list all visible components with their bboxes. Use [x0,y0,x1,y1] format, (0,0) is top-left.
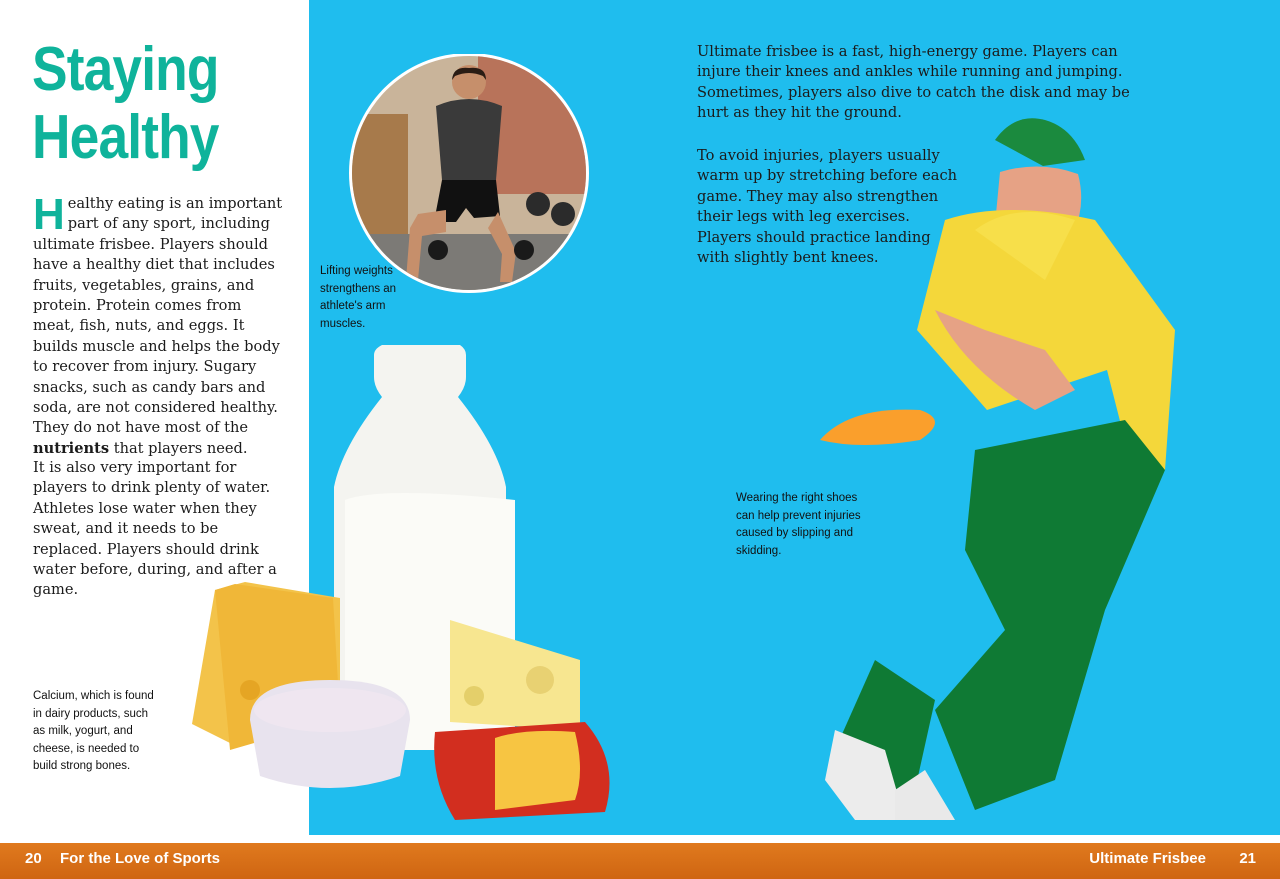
series-title: For the Love of Sports [60,850,221,867]
drop-cap: H [33,190,65,239]
right-page-number: 21 [1239,850,1256,867]
nutrition-text-part2: that players need. [109,439,248,457]
weights-caption: Lifting weights strengthens an athlete's arm muscles. [320,265,397,330]
title-line-1: Staying [32,35,219,104]
title-line-2: Healthy [32,103,219,172]
weightlifter-photo [348,54,590,296]
injury-risk-paragraph: Ultimate frisbee is a fast, high-energy game. Players can injure their knees and ankles while running and jumping. Sometimes, players also dive to catch the disk and may be hurt as they hit the ground. [697,43,1130,122]
footer-bar [0,843,1280,879]
injury-prevention-paragraph: To avoid injuries, players usually warm up by stretching before each game. They may also strengthen their legs with leg exercises. Players should practice landing with slightly bent knees. [697,147,958,267]
nutrition-text-part1: ealthy eating is an important part of any sport, including ultimate frisbee. Players should have a healthy diet that includes fruits, vegetables, grains, and protein. Protein comes from meat, fish, nuts, and eggs. It builds muscle and helps the body to recover from injury. Sugary snacks, such as candy bars and soda, are not considered healthy. They do not have most of the [33,195,283,437]
book-title: Ultimate Frisbee [1089,850,1206,867]
page-title [32,36,219,172]
dairy-products-photo [160,340,640,820]
dairy-caption: Calcium, which is found in dairy products, such as milk, yogurt, and cheese, is needed to build strong bones. [33,690,154,772]
shoes-caption: Wearing the right shoes can help prevent injuries caused by slipping and skidding. [736,492,861,557]
footer-divider [0,835,1280,843]
left-page-number: 20 [25,850,42,867]
frisbee-player-photo [815,110,1180,830]
nutrients-keyword: nutrients [33,439,110,457]
hydration-paragraph: It is also very important for players to drink plenty of water. Athletes lose water when they sweat, and it needs to be replaced. Players should drink water before, during, and after a game. [33,459,277,599]
